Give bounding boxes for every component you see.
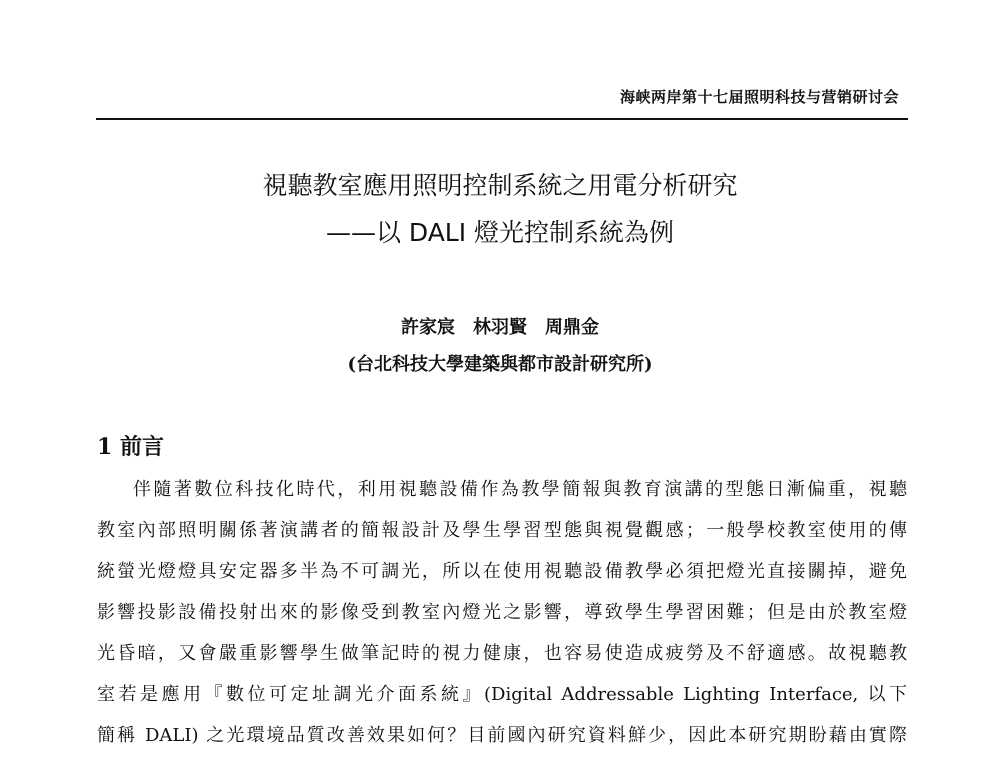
paragraph-line: 室若是應用『數位可定址調光介面系統』(Digital Addressable Lighting Interface, 以下 [97, 684, 907, 705]
paragraph-line: 伴隨著數位科技化時代，利用視聽設備作為教學簡報與教育演講的型態日漸偏重，視聽 [133, 479, 907, 500]
paragraph-line: 簡稱 DALI) 之光環境品質改善效果如何？目前國內研究資料鮮少，因此本研究期盼藉由實際 [97, 725, 907, 746]
paragraph-line: 教室內部照明關係著演講者的簡報設計及學生學習型態與視覺觀感；一般學校教室使用的傳 [97, 520, 907, 541]
section-heading: 1 前言 [97, 434, 164, 460]
paper-subtitle: ——以 DALI 燈光控制系統為例 [325, 218, 675, 247]
paper-title: 視聽教室應用照明控制系統之用電分析研究 [262, 171, 738, 200]
running-header: 海峡两岸第十七届照明科技与营销研讨会 [619, 88, 899, 106]
header-rule [96, 118, 908, 120]
paragraph-line: 光昏暗，又會嚴重影響學生做筆記時的視力健康，也容易使造成疲勞及不舒適感。故視聽教 [97, 643, 907, 664]
paragraph-line: 統螢光燈燈具安定器多半為不可調光，所以在使用視聽設備教學必須把燈光直接關掉，避免 [97, 561, 907, 582]
paragraph-line: 影響投影設備投射出來的影像受到教室內燈光之影響，導致學生學習困難；但是由於教室燈 [97, 602, 907, 623]
author-list: 許家宸 林羽賢 周鼎金 [401, 317, 599, 338]
affiliation: (台北科技大學建築與都市設計研究所) [347, 354, 653, 375]
